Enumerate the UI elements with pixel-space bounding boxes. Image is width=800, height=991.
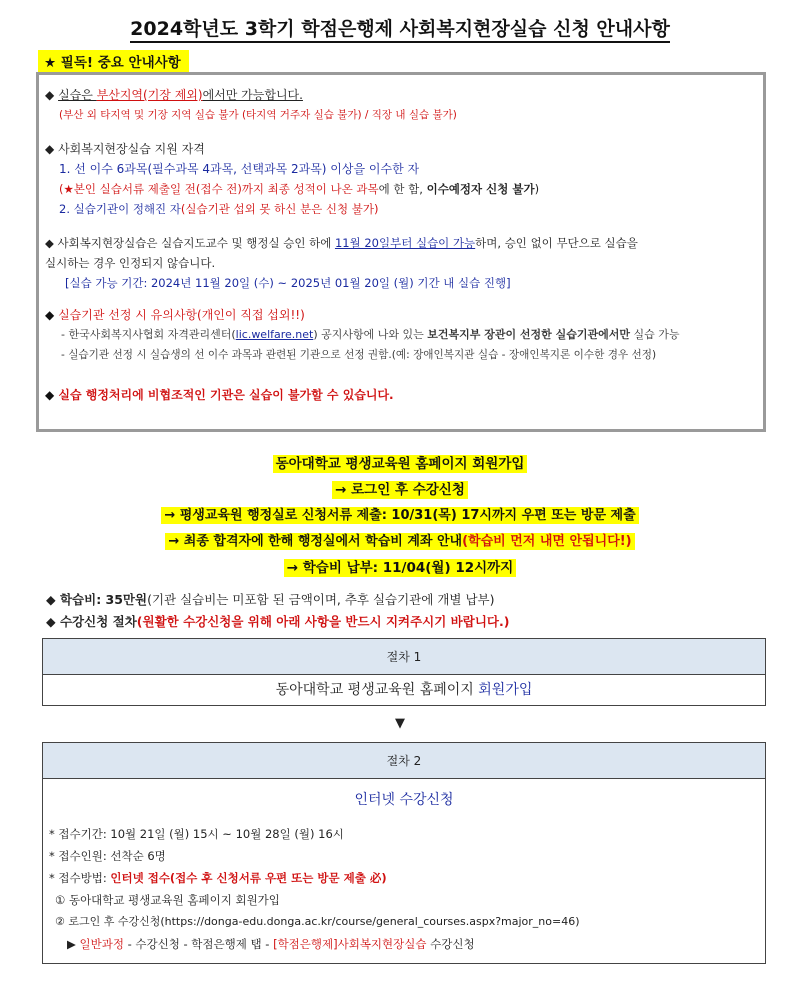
procedure-info: ◆ 수강신청 절차(원활한 수강신청을 위해 아래 사항을 반드시 지켜주시기 바랍니다.) bbox=[46, 614, 510, 629]
institution-2: - 실습기관 선정 시 실습생의 선 이수 과목과 관련된 기관으로 선정 권함.(예: 장애인복지관 실습 - 장애인복지론 이수한 경우 선정) bbox=[61, 349, 657, 361]
step-1-box bbox=[42, 638, 766, 706]
step-2-period: * 접수기간: 10월 21일 (월) 15시 ~ 10월 28일 (월) 16시 bbox=[49, 827, 344, 841]
notice-item-institution: ◆ 실습기관 선정 시 유의사항(개인이 직접 섭외!!) bbox=[45, 308, 305, 322]
down-arrow-icon: ▼ bbox=[395, 716, 405, 731]
notice-item-region: ◆ 실습은 부산지역(기장 제외)에서만 가능합니다. bbox=[45, 88, 303, 102]
flow-line-5: → 학습비 납부: 11/04(월) 12시까지 bbox=[0, 556, 800, 576]
step-2-path: ▶ 일반과정 - 수강신청 - 학점은행제 탭 - [학점은행제]사회복지현장실습 수강신청 bbox=[67, 937, 475, 951]
step-2-capacity: * 접수인원: 선착순 6명 bbox=[49, 849, 166, 863]
step-1-head: 절차 1 bbox=[43, 639, 765, 675]
step-1-body: 동아대학교 평생교육원 홈페이지 회원가입 bbox=[275, 682, 533, 698]
notice-box bbox=[36, 72, 766, 432]
notice-item-admin: ◆ 실습 행정처리에 비협조적인 기관은 실습이 불가할 수 있습니다. bbox=[45, 388, 394, 402]
step-2-signup: ① 동아대학교 평생교육원 홈페이지 회원가입 bbox=[55, 893, 280, 907]
notice-item-qualification: ◆ 사회복지현장실습 지원 자격 bbox=[45, 142, 205, 156]
step-2-login[interactable]: ② 로그인 후 수강신청(https://donga-edu.donga.ac.kr/course/general_courses.aspx?major_no=46) bbox=[55, 915, 580, 928]
qualification-2: 2. 실습기관이 정해진 자(실습기관 섭외 못 하신 분은 신청 불가) bbox=[59, 202, 379, 216]
flow-line-4: → 최종 합격자에 한해 행정실에서 학습비 계좌 안내(학습비 먼저 내면 안됩니다!) bbox=[0, 530, 800, 549]
step-2-title: 인터넷 수강신청 bbox=[354, 792, 454, 808]
qualification-1: 1. 선 이수 6과목(필수과목 4과목, 선택과목 2과목) 이상을 이수한 자 bbox=[59, 162, 420, 176]
institution-1: - 한국사회복지사협회 자격관리센터(lic.welfare.net) 공지사항에 나와 있는 보건복지부 장관이 선정한 실습기관에서만 실습 가능 bbox=[61, 328, 680, 341]
notice-region-sub: (부산 외 타지역 및 기장 지역 실습 불가 (타지역 거주자 실습 불가) / 직장 내 실습 불가) bbox=[59, 109, 457, 121]
notice-item-approval: ◆ 사회복지현장실습은 실습지도교수 및 행정실 승인 하에 11월 20일부터 실습이 가능하며, 승인 없이 무단으로 실습을 bbox=[45, 236, 638, 250]
approval-cont: 실시하는 경우 인정되지 않습니다. bbox=[45, 256, 216, 270]
fee-info: ◆ 학습비: 35만원(기관 실습비는 미포함 된 금액이며, 추후 실습기관에 개별 납부) bbox=[46, 592, 495, 607]
must-read-label: ★ 필독! 중요 안내사항 bbox=[38, 50, 189, 72]
lic-welfare-link[interactable]: lic.welfare.net bbox=[235, 328, 314, 341]
flow-line-3: → 평생교육원 행정실로 신청서류 제출: 10/31(목) 17시까지 우편 또는 방문 제출 bbox=[0, 504, 800, 523]
step-2-box bbox=[42, 742, 766, 964]
flow-line-2: → 로그인 후 수강신청 bbox=[0, 478, 800, 498]
step-2-head: 절차 2 bbox=[43, 743, 765, 779]
page-title: 2024학년도 3학기 학점은행제 사회복지현장실습 신청 안내사항 bbox=[0, 14, 800, 41]
approval-period: [실습 가능 기간: 2024년 11월 20일 (수) ~ 2025년 01월 20일 (월) 기간 내 실습 진행] bbox=[65, 276, 511, 290]
qualification-1-note: (★본인 실습서류 제출일 전(접수 전)까지 최종 성적이 나온 과목에 한 함, 이수예정자 신청 불가) bbox=[59, 182, 540, 196]
step-2-method: * 접수방법: 인터넷 접수(접수 후 신청서류 우편 또는 방문 제출 必) bbox=[49, 871, 387, 885]
flow-line-1: 동아대학교 평생교육원 홈페이지 회원가입 bbox=[0, 452, 800, 472]
